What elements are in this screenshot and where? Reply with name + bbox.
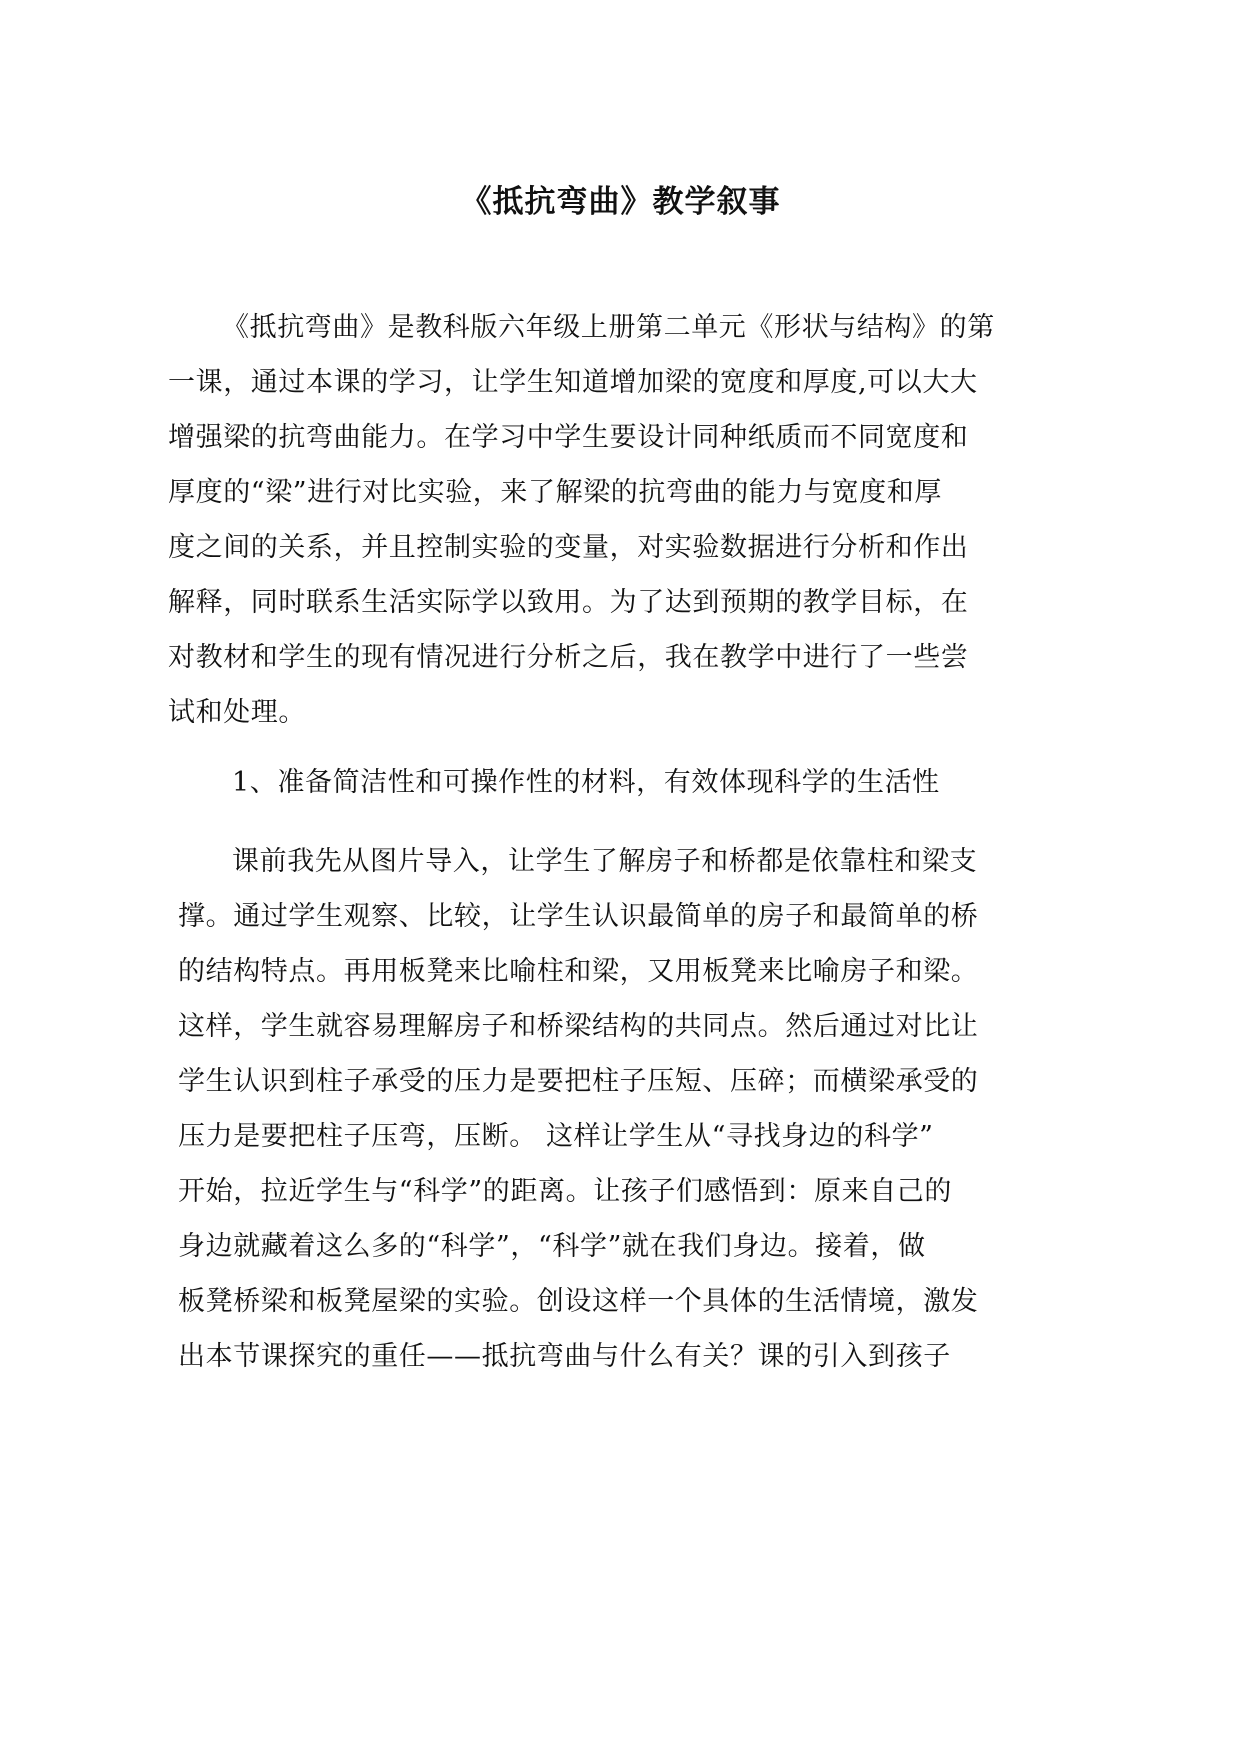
paragraph-1-line: 厚度的“梁”进行对比实验，来了解梁的抗弯曲的能力与宽度和厚: [168, 477, 943, 508]
paragraph-1-line: 《抵抗弯曲》是教科版六年级上册第二单元《形状与结构》的第: [222, 312, 995, 343]
paragraph-2-line: 课前我先从图片导入，让学生了解房子和桥都是依靠柱和梁支: [232, 846, 978, 877]
paragraph-1-line: 增强梁的抗弯曲能力。在学习中学生要设计同种纸质而不同宽度和: [168, 422, 969, 453]
section-heading: 1、准备简洁性和可操作性的材料，有效体现科学的生活性: [232, 767, 940, 798]
paragraph-1-line: 度之间的关系，并且控制实验的变量，对实验数据进行分析和作出: [168, 532, 969, 563]
paragraph-2-line: 这样，学生就容易理解房子和桥梁结构的共同点。然后通过对比让: [178, 1011, 979, 1042]
paragraph-1-line: 试和处理。: [168, 697, 306, 728]
paragraph-2-line: 板凳桥梁和板凳屋梁的实验。创设这样一个具体的生活情境，激发: [178, 1286, 979, 1317]
paragraph-1-line: 解释，同时联系生活实际学以致用。为了达到预期的教学目标，在: [168, 587, 969, 618]
paragraph-1-line: 对教材和学生的现有情况进行分析之后，我在教学中进行了一些尝: [168, 642, 969, 673]
paragraph-2-line: 开始，拉近学生与“科学”的距离。让孩子们感悟到：原来自己的: [178, 1176, 953, 1207]
paragraph-2-line: 学生认识到柱子承受的压力是要把柱子压短、压碎；而横梁承受的: [178, 1066, 979, 1097]
paragraph-2-line: 的结构特点。再用板凳来比喻柱和梁，又用板凳来比喻房子和梁。: [178, 956, 979, 987]
paragraph-2-line: 出本节课探究的重任——抵抗弯曲与什么有关？课的引入到孩子: [178, 1341, 951, 1372]
document-title: 《抵抗弯曲》教学叙事: [460, 184, 781, 220]
paragraph-2-line: 撑。通过学生观察、比较，让学生认识最简单的房子和最简单的桥: [178, 901, 979, 932]
paragraph-2-line: 压力是要把柱子压弯，压断。 这样让学生从“寻找身边的科学”: [178, 1121, 934, 1152]
paragraph-1-line: 一课，通过本课的学习，让学生知道增加梁的宽度和厚度,可以大大: [168, 367, 978, 398]
paragraph-2-line: 身边就藏着这么多的“科学”，“科学”就在我们身边。接着，做: [178, 1231, 926, 1262]
